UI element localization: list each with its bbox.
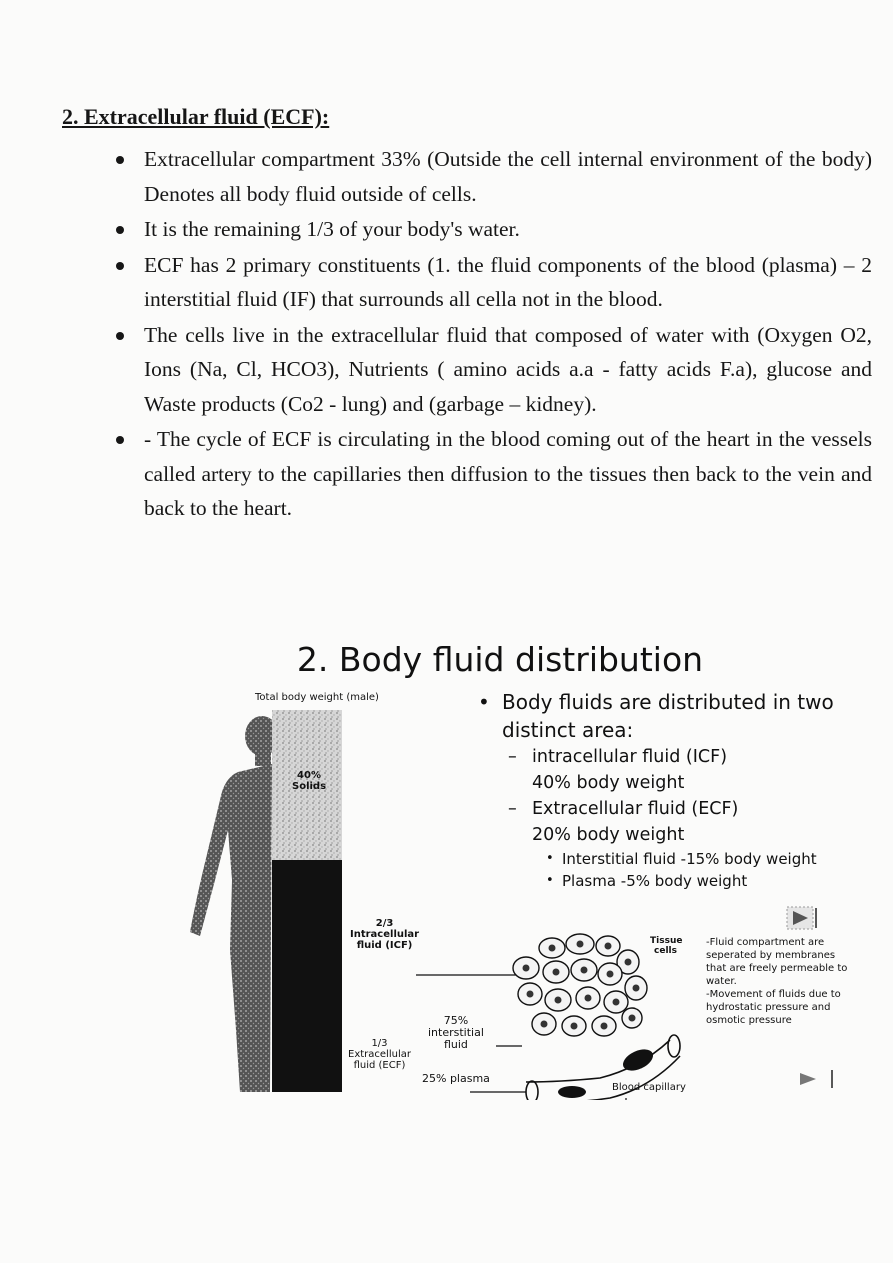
- tissue-line2: cells: [654, 946, 677, 956]
- fluid-compartment-notes: [706, 936, 856, 1027]
- ecf-fraction: 1/3: [371, 1038, 388, 1049]
- note-item: -Movement of fluids due to hydrostatic pressure and osmotic pressure: [706, 989, 841, 1026]
- list-item: Extracellular compartment 33% (Outside the cell internal environment of the body) Denotes all body fluid outside of cells.: [110, 142, 872, 211]
- blood-capillary-label: Blood capillary: [612, 1082, 686, 1093]
- interstitial-pct: 75%: [443, 1014, 469, 1027]
- plasma-label: 25% plasma: [422, 1072, 490, 1085]
- interstitial-line2: fluid: [443, 1038, 468, 1051]
- play-icon[interactable]: [796, 1068, 836, 1090]
- icf-label: [350, 918, 419, 951]
- icf-line2: fluid (ICF): [356, 940, 413, 951]
- human-silhouette-icon: [190, 716, 279, 1092]
- slide-bullet-list: [478, 688, 878, 892]
- play-icon[interactable]: [786, 906, 818, 930]
- list-item: It is the remaining 1/3 of your body's water.: [110, 212, 872, 247]
- slide-icf-bullet: – intracellular fluid (ICF): [508, 747, 728, 767]
- total-body-weight-label: Total body weight (male): [255, 692, 379, 703]
- ecf-label: [348, 1038, 411, 1071]
- slide-main-bullet: • Body fluids are distributed in two distinct area:: [478, 688, 878, 744]
- section-heading: 2. Extracellular fluid (ECF):: [62, 104, 330, 129]
- solids-pct: 40%: [297, 770, 321, 781]
- tissue-cells-label: [650, 936, 682, 956]
- note-item: -Fluid compartment are seperated by membranes that are freely permeable to water.: [706, 937, 848, 987]
- tissue-cells-illustration: [513, 934, 647, 1036]
- interstitial-line1: interstitial: [428, 1026, 484, 1039]
- icf-text: intracellular fluid (ICF): [532, 747, 728, 767]
- ecf-line2: fluid (ECF): [353, 1060, 406, 1071]
- list-item: - The cycle of ECF is circulating in the blood coming out of the heart in the vessels called artery to the capillaries then diffusion to the tissues then back to the vein and back to the heart.: [110, 422, 872, 526]
- slide-ecf-weight: 20% body weight: [532, 825, 685, 845]
- ecf-bullet-list: [110, 142, 872, 527]
- ecf-text: Extracellular fluid (ECF): [532, 799, 739, 819]
- interstitial-label: [428, 1015, 484, 1051]
- slide-icf-weight: 40% body weight: [532, 773, 685, 793]
- list-item: ECF has 2 primary constituents (1. the fluid components of the blood (plasma) – 2 interstitial fluid (IF) that surrounds all cella not in the blood.: [110, 248, 872, 317]
- tissue-line1: Tissue: [650, 936, 683, 946]
- slide-ecf-bullet: – Extracellular fluid (ECF): [508, 799, 739, 819]
- list-item: The cells live in the extracellular fluid that composed of water with (Oxygen O2, Ions (Na, Cl, HCO3), Nutrients ( amino acids a.a - fatty acids F.a), glucose and Waste products (Co2 - lung) and (garbage – kidney).: [110, 318, 872, 422]
- ecf-line1: Extracellular: [348, 1049, 411, 1060]
- solids-word: Solids: [292, 781, 327, 792]
- solids-label: [292, 770, 326, 792]
- icf-fraction: 2/3: [375, 918, 394, 929]
- fluid-bar: [272, 860, 342, 1092]
- icf-line1: Intracellular: [350, 929, 420, 940]
- slide-sub-bullet: • Interstitial fluid -15% body weight: [478, 848, 878, 870]
- slide-title: 2. Body fluid distribution: [296, 640, 704, 679]
- slide-sub-bullet: • Plasma -5% body weight: [478, 870, 878, 892]
